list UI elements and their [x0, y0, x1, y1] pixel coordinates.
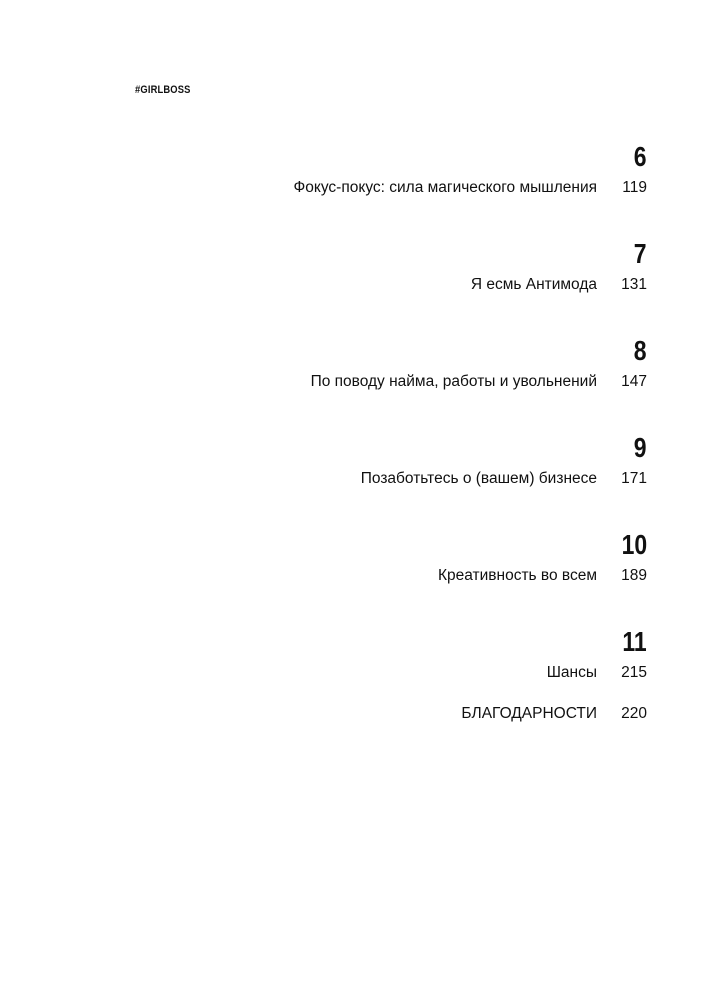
chapter-number: 9 [634, 432, 647, 463]
chapter-number: 6 [634, 141, 647, 172]
toc-entry-title: Я есмь Антимода [470, 276, 597, 293]
toc-entry-page: 119 [622, 179, 647, 196]
toc-entry-page: 147 [621, 373, 647, 390]
toc-entry[interactable] [0, 468, 647, 490]
toc-entry[interactable] [0, 662, 647, 684]
chapter-number: 8 [634, 335, 647, 366]
toc-entry[interactable] [0, 177, 647, 199]
toc-entry-title: Позаботьтесь о (вашем) бизнесе [360, 470, 597, 487]
chapter-number: 7 [634, 238, 647, 269]
toc-entry[interactable] [0, 371, 647, 393]
toc-entry-title: Шансы [546, 664, 597, 681]
toc-entry[interactable] [0, 274, 647, 296]
toc-entry-title: Фокус-покус: сила магического мышления [293, 179, 597, 196]
toc-entry-title: По поводу найма, работы и увольнений [310, 373, 597, 390]
toc-entry-page: 189 [621, 567, 647, 584]
toc-entry[interactable] [0, 565, 647, 587]
toc-entry-title: БЛАГОДАРНОСТИ [461, 705, 597, 722]
toc-entry-acknowledgements[interactable] [0, 703, 647, 725]
toc-entry-page: 131 [621, 276, 647, 293]
chapter-number: 11 [622, 626, 647, 657]
running-header: #GIRLBOSS [135, 84, 191, 96]
toc-entry-page: 220 [621, 705, 647, 722]
chapter-number: 10 [621, 529, 647, 560]
toc-entry-page: 215 [621, 664, 647, 681]
toc-entry-page: 171 [621, 470, 647, 487]
toc-entry-title: Креативность во всем [437, 567, 597, 584]
